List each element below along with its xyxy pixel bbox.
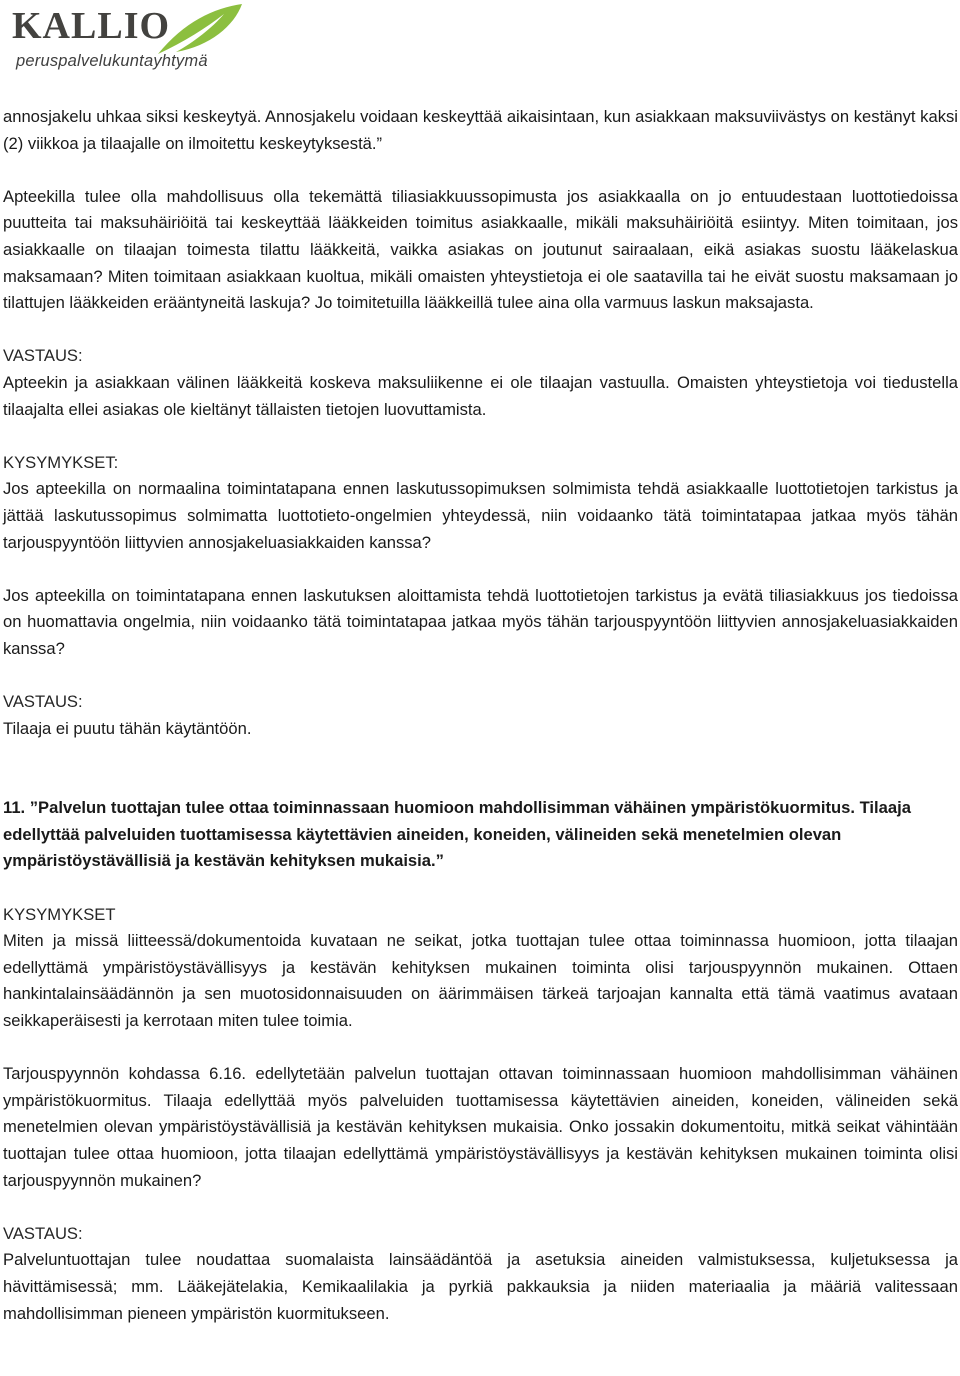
paragraph: annosjakelu uhkaa siksi keskeytyä. Annosjakelu voidaan keskeyttää aikaisintaan, kun asiakkaan maksuviivästys on kestänyt kaksi (2) viikkoa ja tilaajalle on ilmoitettu keskeytyksestä.”	[3, 107, 958, 153]
logo-wordmark: KALLIO	[12, 5, 171, 47]
document-body	[3, 104, 958, 1327]
answer-heading: VASTAUS:	[3, 692, 83, 712]
questions-heading: KYSYMYKSET:	[3, 452, 119, 472]
answer-heading: VASTAUS:	[3, 346, 83, 366]
paragraph: Jos apteekilla on normaalina toimintatapana ennen laskutussopimuksen solmimista tehdä asiakkaalle luottotietojen tarkistus ja jättää laskutussopimus solmimatta luottotieto-ongelmien yhteydessä, niin voidaanko tätä toimintatapaa jatkaa myös tähän tarjouspyyntöön liittyvien annosjakeluasiakkaiden kanssa?	[3, 479, 958, 552]
paragraph: Palveluntuottajan tulee noudattaa suomalaista lainsäädäntöä ja asetuksia aineiden valmistuksessa, kuljetuksessa ja hävittämisessä; mm. Lääkejätelakia, Kemikaalilakia ja pyrkiä pakkauksia ja niiden materiaalia ja määriä valitessaan mahdollisimman pieneen ympäristön kuormitukseen.	[3, 1250, 958, 1323]
paragraph: Apteekin ja asiakkaan välinen lääkkeitä koskeva maksuliikenne ei ole tilaajan vastuulla. Omaisten yhteystietoja voi tiedustella tilaajalta ellei asiakas ole kieltänyt tällaisten tietojen luovuttamista.	[3, 372, 958, 419]
kallio-logo	[4, 2, 244, 78]
section-11-heading: 11. ”Palvelun tuottajan tulee ottaa toiminnassaan huomioon mahdollisimman vähäinen ympäristökuormitus. Tilaaja edellyttää palveluiden tuottamisessa käytettävien aineiden, koneiden, välineiden sekä menetelmien olevan ympäristöystävällisiä ja kestävän kehityksen mukaisia.”	[3, 798, 911, 871]
logo-subtitle: peruspalvelukuntayhtymä	[16, 52, 208, 70]
paragraph: Jos apteekilla on toimintatapana ennen laskutuksen aloittamista tehdä luottotietojen tarkistus ja evätä tiliasiakkuus jos tiedoissa on huomattavia ongelmia, niin voidaanko tätä toimintatapaa jatkaa myös tähän tarjouspyyntöön liittyvien annosjakeluasiakkaiden kanssa?	[3, 585, 958, 658]
paragraph: Miten ja missä liitteessä/dokumentoida kuvataan ne seikat, jotka tuottajan tulee ottaa toiminnassa huomioon, jotta tilaajan edellyttämä ympäristöystävällisyys ja kestävän kehityksen mukainen toiminta olisi tarjouspyynnön mukainen. Ottaen hankintalainsäädännön ja sen muotosidonnaisuuden on äärimmäisen tärkeä tarjoajan kannalta että tämä vaatimus avataan seikkaperäisesti ja kerrotaan miten tulee toimia.	[3, 931, 958, 1030]
paragraph: Tilaaja ei puutu tähän käytäntöön.	[3, 718, 252, 738]
answer-heading: VASTAUS:	[3, 1223, 83, 1243]
questions-heading: KYSYMYKSET	[3, 904, 116, 924]
paragraph: Apteekilla tulee olla mahdollisuus olla tekemättä tiliasiakkuussopimusta jos asiakkaalla on jo entuudestaan luottotiedoissa puutteita tai maksuhäiriöitä tai keskeyttää lääkkeiden toimitus asiakkaalle, mikäli maksuhäiriöitä esiintyy. Miten toimitaan, jos asiakkaalle on tilaajan toimesta tilattu lääkkeitä, vaikka asiakas on joutunut sairaalaan, eikä asiakas suostu lääkelaskua maksamaan? Miten toimitaan asiakkaan kuoltua, mikäli omaisten yhteystietoja ei ole saatavilla tai he eivät suostu maksamaan jo tilattujen lääkkeiden erääntyneitä laskuja? Jo toimitetuilla lääkkeillä tulee aina olla varmuus laskun maksajasta.	[3, 186, 958, 313]
paragraph: Tarjouspyynnön kohdassa 6.16. edellytetään palvelun tuottajan ottavan toiminnassaan huomioon mahdollisimman vähäinen ympäristökuormitus. Tilaaja edellyttää myös palveluiden tuottamisessa käytettävien aineiden, koneiden, välineiden sekä menetelmien olevan ympäristöystävällisiä ja kestävän kehityksen mukaisia. Onko jossakin dokumentoitu, mitkä seikat vähintään tuottajan tulee ottaa huomioon, jotta tilaajan edellyttämä ympäristöystävällisyys ja kestävän kehityksen mukainen toiminta olisi tarjouspyynnön mukainen?	[3, 1064, 958, 1190]
